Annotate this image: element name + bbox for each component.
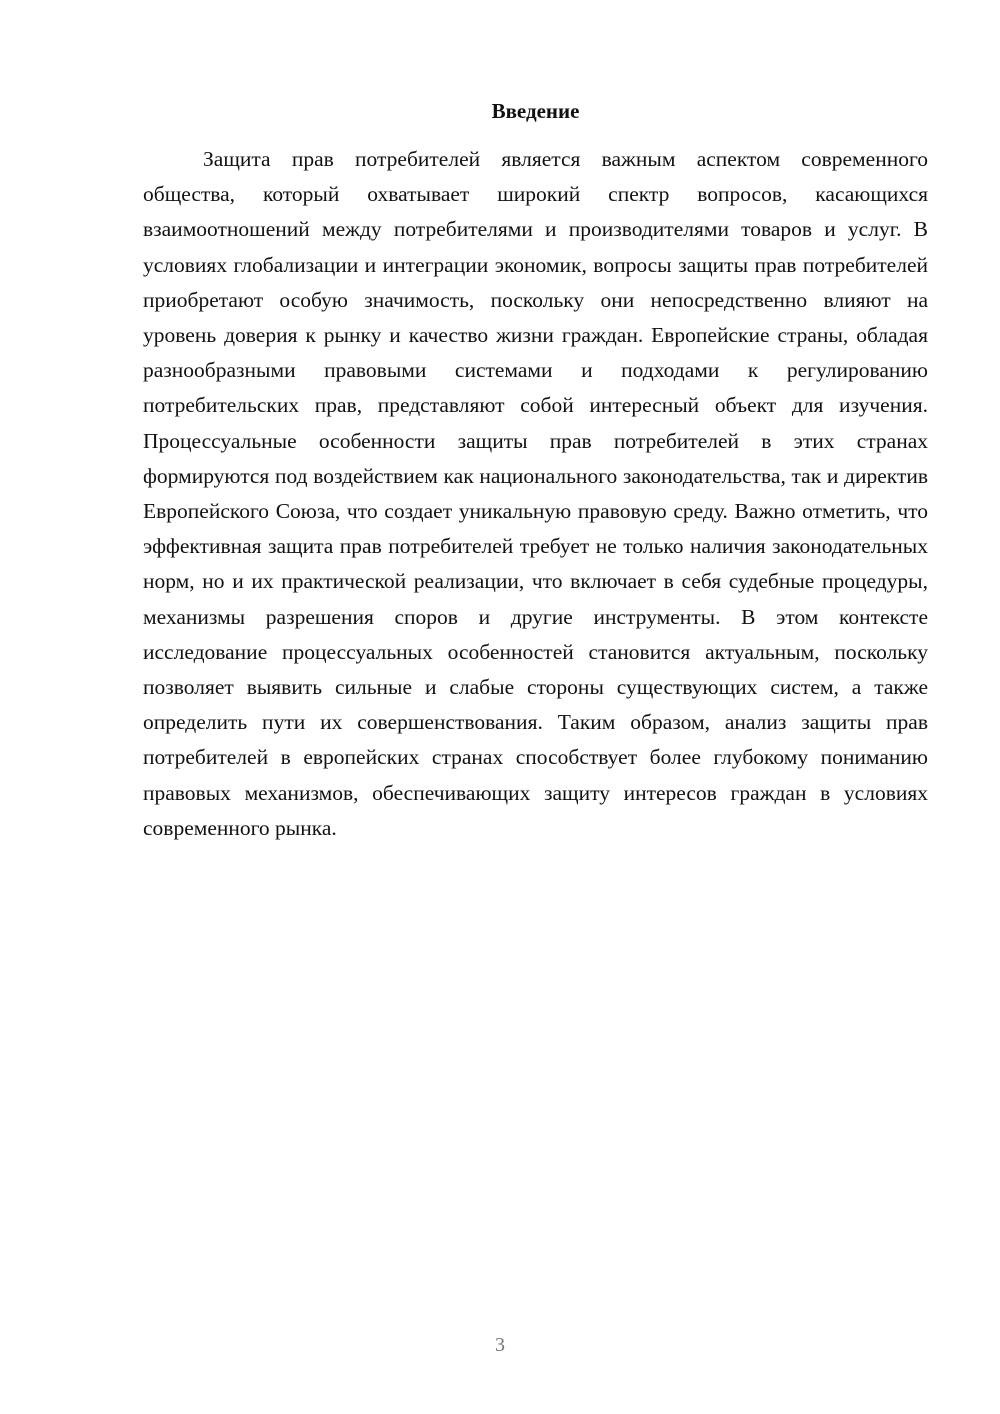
introduction-paragraph: Защита прав потребителей является важным аспектом современного общества, который охватывает широкий спектр вопросов, касающихся взаимоотношений между потребителями и производителями товаров и услуг. В условиях глобализации и интеграции экономик, вопросы защиты прав потребителей приобретают особую значимость, поскольку они непосредственно влияют на уровень доверия к рынку и качество жизни граждан. Европейские страны, обладая разнообразными правовыми системами и подходами к регулированию потребительских прав, представляют собой интересный объект для изучения. Процессуальные особенности защиты прав потребителей в этих странах формируются под воздействием как национального законодательства, так и директив Европейского Союза, что создает уникальную правовую среду. Важно отметить, что эффективная защита прав потребителей требует не только наличия законодательных норм, но и их практической реализации, что включает в себя судебные процедуры, механизмы разрешения споров и другие инструменты. В этом контексте исследование процессуальных особенностей становится актуальным, поскольку позволяет выявить сильные и слабые стороны существующих систем, а также определить пути их совершенствования. Таким образом, анализ защиты прав потребителей в европейских странах способствует более глубокому пониманию правовых механизмов, обеспечивающих защиту интересов граждан в условиях современного рынка.	[143, 147, 928, 840]
page-number: 3	[495, 1334, 505, 1356]
section-heading: Введение	[491, 99, 580, 123]
